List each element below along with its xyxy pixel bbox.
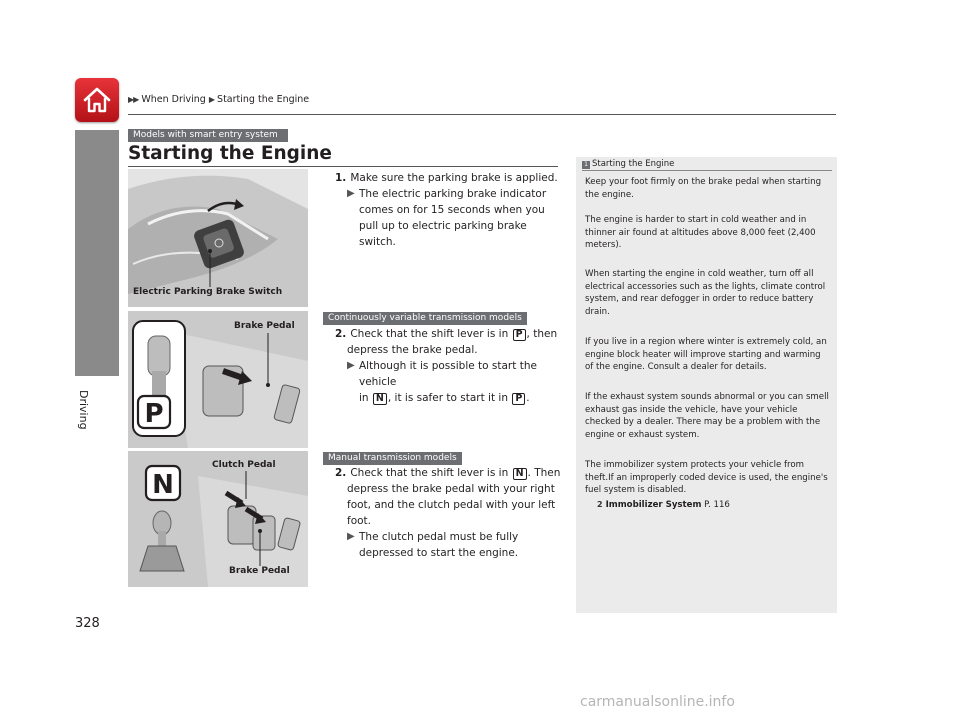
figure-caption-clutch-pedal: Clutch Pedal: [212, 460, 276, 470]
subnote-end: .: [526, 392, 530, 404]
gear-n-symbol: N: [152, 470, 174, 500]
figure-caption-brake-pedal-manual: Brake Pedal: [229, 566, 290, 576]
breadcrumb: [128, 94, 309, 105]
figure-parking-brake-switch: [128, 169, 308, 307]
chapter-tab[interactable]: [75, 130, 119, 376]
figure-manual-pedals: [128, 451, 308, 587]
step-1-subnote-text: The electric parking brake indicator comes on for 15 seconds when you pull up to electric parking brake switch.: [359, 188, 547, 248]
step-2-cvt: [335, 326, 565, 342]
step-number: 1.: [335, 172, 347, 184]
gear-p-symbol: P: [144, 399, 164, 429]
chapter-label: Driving: [77, 390, 90, 430]
badge-manual: Manual transmission models: [323, 452, 462, 465]
note-paragraph-4: If you live in a region where winter is extremely cold, an engine block heater will improve starting and warming of the engine. Consult a dealer for details.: [585, 337, 827, 372]
note-heading-text: Starting the Engine: [592, 159, 675, 169]
link-label: Immobilizer System: [605, 500, 702, 510]
step-2-cvt-subnote-line2: [347, 390, 562, 406]
step-2-manual: [335, 465, 565, 481]
arrow-bullet-icon: ▶: [347, 188, 355, 199]
note-paragraph-6: The immobilizer system protects your vehicle from theft.If an improperly coded device is used, the engine's fuel system is disabled.: [585, 460, 828, 495]
step-2-manual-rest: depress the brake pedal with your right foot, and the clutch pedal with your left foot.: [347, 483, 556, 527]
note-heading: [582, 159, 674, 169]
note-paragraph-1: Keep your foot firmly on the brake pedal when starting the engine.: [585, 177, 822, 200]
page-title: Starting the Engine: [128, 143, 332, 164]
note-paragraph-2: The engine is harder to start in cold weather and in thinner air found at altitudes above 8,000 feet (2,400 meters).: [585, 215, 816, 250]
note-paragraph-5: If the exhaust system sounds abnormal or you can smell exhaust gas inside the vehicle, have your vehicle checked by a dealer. There may be a problem with the engine or exhaust system.: [585, 392, 829, 440]
figure-caption-brake-pedal: Brake Pedal: [234, 321, 295, 331]
step-1: [335, 170, 565, 186]
note-paragraph-3: When starting the engine in cold weather, turn off all electrical accessories such as the lights, climate control system, and rear defogger in order to reduce battery drain.: [585, 269, 826, 317]
gear-key-n: N: [373, 393, 387, 405]
gear-key-p: P: [512, 393, 525, 405]
link-page: P. 116: [704, 500, 730, 510]
watermark: carmanualsonline.info: [580, 694, 735, 710]
home-icon: [82, 85, 112, 115]
title-divider: [128, 166, 558, 167]
step-1-subnote: [347, 186, 562, 250]
arrow-bullet-icon: ▶: [347, 360, 355, 371]
immobilizer-link[interactable]: [597, 500, 730, 510]
cross-reference-icon: 2: [597, 500, 603, 509]
breadcrumb-arrow-icon: ▶: [208, 95, 215, 104]
gear-key-n: N: [513, 468, 527, 480]
step-2-cvt-subnote-line1: Although it is possible to start the vehicle: [359, 360, 537, 388]
gear-key-p: P: [513, 329, 526, 341]
badge-smart-entry: Models with smart entry system: [128, 129, 288, 142]
cvt-brake-pedal-illustration: [128, 311, 308, 448]
step-2-manual-text: Check that the shift lever is in: [350, 467, 509, 479]
step-2-manual-subnote: [347, 529, 562, 561]
page-number: 328: [75, 616, 100, 631]
home-button[interactable]: [75, 78, 119, 122]
step-2-cvt-text: Check that the shift lever is in: [350, 328, 509, 340]
step-number: 2.: [335, 328, 347, 340]
step-2-cvt-text-end: , then: [526, 328, 558, 340]
note-divider: [582, 170, 832, 171]
step-2-cvt-line2: depress the brake pedal.: [347, 344, 478, 356]
breadcrumb-current: Starting the Engine: [217, 94, 310, 105]
step-2-cvt-subnote: [347, 358, 562, 406]
step-1-text: Make sure the parking brake is applied.: [350, 172, 558, 184]
figure-caption-parking-brake: Electric Parking Brake Switch: [133, 287, 283, 297]
badge-cvt: Continuously variable transmission models: [323, 312, 527, 325]
figure-cvt-brake-pedal: [128, 311, 308, 448]
breadcrumb-link-when-driving[interactable]: When Driving: [141, 94, 206, 105]
subnote-in: in: [359, 392, 369, 404]
header-divider: [128, 114, 836, 115]
step-number: 2.: [335, 467, 347, 479]
step-2-manual-text-end: . Then: [527, 467, 561, 479]
step-2-manual-subnote-text: The clutch pedal must be fully depressed to start the engine.: [359, 531, 519, 559]
arrow-bullet-icon: ▶: [347, 531, 355, 542]
note-icon: 1: [582, 161, 590, 169]
subnote-mid: , it is safer to start it in: [387, 392, 508, 404]
breadcrumb-arrow-icon: ▶▶: [128, 95, 139, 104]
